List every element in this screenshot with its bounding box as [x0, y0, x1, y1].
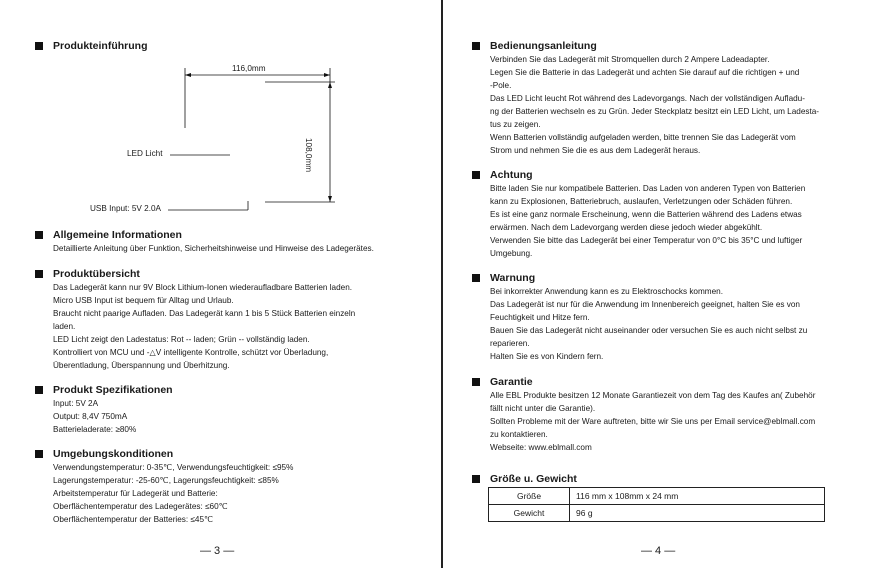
- usb-label: USB Input: 5V 2.0A: [90, 204, 162, 213]
- section-body: Bitte laden Sie nur kompatibele Batterien. Das Laden von anderen Typen von Batterien kann zu Explosionen, Batteriebruch, auslaufen, Verletzungen oder Schäden führen. Es ist eine ganz normale Erscheinung, wenn die Batterien während des Ladens etwas erwärmen. Nach dem Ladevorgang werden diese jedoch wieder abgekühlt. Verwenden Sie bitte das Ladegerät bei einer Temperatur von 0°C bis 35°C und luftiger Umgebung.: [490, 184, 806, 258]
- page-number: — 3 —: [200, 545, 235, 557]
- section-body: Verwendungstemperatur: 0-35℃, Verwendungsfeuchtigkeit: ≤95% Lagerungstemperatur: -25-60℃, Lagerungsfeuchtigkeit: ≤85% Arbeitstemperatur für Ladegerät und Batterie: Oberflächentemperatur des Ladegerätes: ≤60℃ Oberflächentemperatur der Batteries: ≤45℃: [53, 463, 294, 524]
- dim-width-label: 116,0mm: [232, 64, 266, 73]
- section-heading: Produktübersicht: [35, 268, 355, 281]
- section-garantie: [472, 376, 815, 454]
- section-warnung: [472, 272, 807, 363]
- arrow-left-icon: [185, 73, 191, 77]
- arrow-down-icon: [328, 196, 332, 202]
- section-heading: Garantie: [472, 376, 815, 389]
- section-heading: Achtung: [472, 169, 805, 182]
- section-allgemein: [35, 229, 374, 255]
- bullet-square-icon: [472, 378, 480, 386]
- page-number: — 4 —: [641, 545, 676, 557]
- page-right: [443, 0, 883, 568]
- bullet-square-icon: [35, 450, 43, 458]
- section-body: Alle EBL Produkte besitzen 12 Monate Garantiezeit von dem Tag des Kaufes an( Zubehör fällt nicht unter die Garantie). Sollten Probleme mit der Ware auftreten, bitte wir Sie uns per Email service@eblmall.com zu kontaktieren. Webseite: www.eblmall.com: [490, 391, 816, 452]
- section-umgebung: [35, 448, 293, 526]
- bullet-square-icon: [35, 270, 43, 278]
- section-heading: Produkt Spezifikationen: [35, 384, 173, 397]
- section-body: Bei inkorrekter Anwendung kann es zu Elektroschocks kommen. Das Ladegerät ist nur für die Anwendung im Innenbereich geeignet, halten Sie es von Feuchtigkeit und Hitze fern. Bauen Sie das Ladegerät nicht auseinander oder versuchen Sie es auch nicht selbst zu reparieren. Halten Sie es von Kindern fern.: [490, 287, 808, 361]
- section-body: Detaillierte Anleitung über Funktion, Sicherheitshinweise und Hinweise des Ladegerätes.: [53, 244, 374, 253]
- section-bedienung: [472, 40, 819, 157]
- bullet-square-icon: [35, 231, 43, 239]
- section-heading: Größe u. Gewicht: [472, 473, 577, 486]
- section-body: Verbinden Sie das Ladegerät mit Stromquellen durch 2 Ampere Ladeadapter. Legen Sie die Batterie in das Ladegerät und achten Sie darauf auf die richtigen + und -Pole. Das LED Licht leucht Rot während des Ladevorgangs. Nach der vollständigen Aufladu- ng der Batterien wechseln es zu Grün. Jeder Steckplatz besitzt ein LED Licht, um Ladesta- tus zu zeigen. Wenn Batterien vollständig aufgeladen werden, bitte trennen Sie das Ladegerät vom Strom und nehmen Sie die es aus dem Ladegerät heraus.: [490, 55, 820, 155]
- arrow-up-icon: [328, 82, 332, 88]
- section-groesse: [472, 473, 577, 486]
- bullet-square-icon: [35, 386, 43, 394]
- dim-height-label: 108,0mm: [304, 138, 313, 173]
- table-cell-label: Gewicht: [489, 505, 570, 522]
- bullet-square-icon: [472, 475, 480, 483]
- table-cell-value: 116 mm x 108mm x 24 mm: [570, 488, 825, 505]
- table-row: [489, 505, 825, 522]
- section-heading: Umgebungskonditionen: [35, 448, 293, 461]
- table-cell-label: Größe: [489, 488, 570, 505]
- table-row: [489, 488, 825, 505]
- arrow-right-icon: [324, 73, 330, 77]
- dimension-diagram: [0, 0, 441, 230]
- section-body: Input: 5V 2A Output: 8,4V 750mA Batterieladerate: ≥80%: [53, 399, 137, 434]
- bullet-square-icon: [472, 274, 480, 282]
- size-weight-table: [488, 487, 825, 522]
- section-heading: Allgemeine Informationen: [35, 229, 374, 242]
- bullet-square-icon: [472, 171, 480, 179]
- section-heading: Bedienungsanleitung: [472, 40, 819, 53]
- bullet-square-icon: [472, 42, 480, 50]
- section-heading: Warnung: [472, 272, 807, 285]
- section-spezifikationen: [35, 384, 173, 436]
- section-achtung: [472, 169, 805, 260]
- page-left: [0, 0, 441, 568]
- section-heading: Produkteinführung: [35, 40, 148, 53]
- led-label: LED Licht: [127, 149, 163, 158]
- table-cell-value: 96 g: [570, 505, 825, 522]
- section-body: Das Ladegerät kann nur 9V Block Lithium-Ionen wiederaufladbare Batterien laden. Micro USB Input ist bequem für Alltag und Urlaub. Braucht nicht paarige Aufladen. Das Ladegerät kann 1 bis 5 Stück Batterien einzeln laden. LED Licht zeigt den Ladestatus: Rot -- laden; Grün -- vollständig laden. Kontrolliert von MCU und -△V intelligente Kontrolle, schützt vor Überladung, Überentladung, Überspannung und Überhitzung.: [53, 283, 356, 370]
- section-uebersicht: [35, 268, 355, 372]
